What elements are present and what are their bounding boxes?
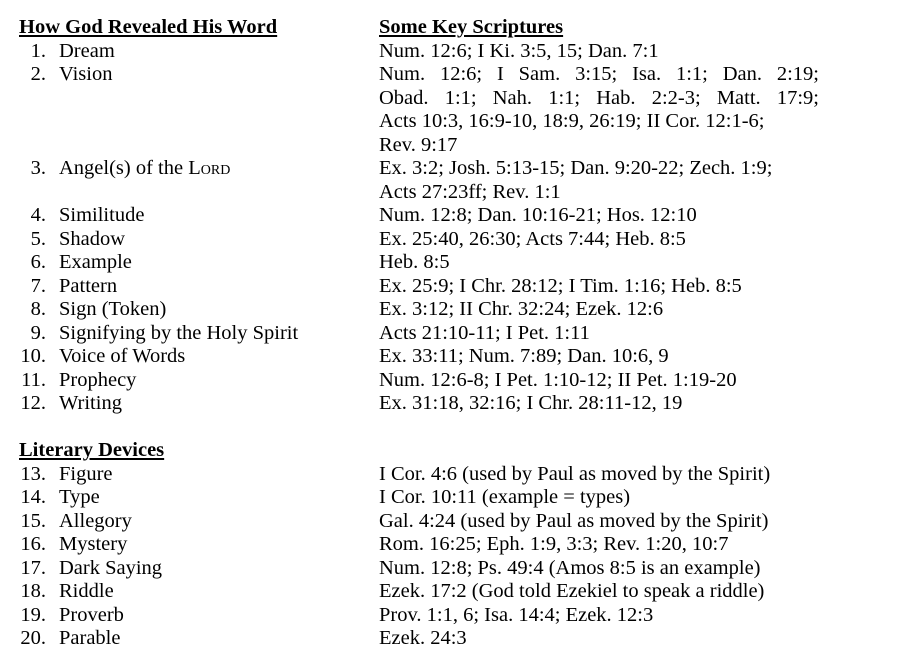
scripture-refs: Prov. 1:1, 6; Isa. 14:4; Ezek. 12:3 xyxy=(379,603,654,626)
scripture-refs: Ex. 25:9; I Chr. 28:12; I Tim. 1:16; Heb. 8:5 xyxy=(379,274,742,297)
scripture-refs: Acts 21:10-11; I Pet. 1:11 xyxy=(379,321,590,344)
item-number: 6. xyxy=(30,251,46,273)
scripture-ref-word: 12:6; xyxy=(439,63,483,85)
scripture-refs: Ex. 3:12; II Chr. 32:24; Ezek. 12:6 xyxy=(379,298,664,320)
list-item xyxy=(0,204,900,228)
list-item xyxy=(0,298,900,322)
scripture-refs-line: Acts 10:3, 16:9-10, 18:9, 26:19; II Cor. 12:1-6; xyxy=(379,110,765,132)
list-item xyxy=(0,392,900,416)
list-item xyxy=(0,533,900,557)
item-name: Writing xyxy=(59,392,122,414)
scripture-refs: Heb. 8:5 xyxy=(379,251,450,273)
left-column-heading: How God Revealed His Word xyxy=(19,16,278,38)
item-name: Angel(s) of the Lord xyxy=(59,157,231,179)
small-caps-text: ord xyxy=(200,157,231,179)
right-column-heading: Some Key Scriptures xyxy=(379,16,564,38)
scripture-refs: Ex. 25:40, 26:30; Acts 7:44; Heb. 8:5 xyxy=(379,227,686,250)
scripture-ref-word: Matt. xyxy=(716,86,761,109)
scripture-refs: Num. 12:6; I Ki. 3:5, 15; Dan. 7:1 xyxy=(379,39,659,62)
item-number: 15. xyxy=(20,509,46,532)
item-number: 12. xyxy=(20,392,46,414)
scripture-refs: Ezek. 24:3 xyxy=(379,627,467,649)
item-name: Vision xyxy=(59,63,113,85)
scripture-ref-word: Hab. xyxy=(596,86,636,109)
item-number: 17. xyxy=(20,556,46,579)
list-item xyxy=(0,486,900,510)
item-name: Mystery xyxy=(59,533,128,555)
scripture-refs-line xyxy=(379,63,819,87)
scripture-ref-word: 17:9; xyxy=(776,86,819,109)
item-number: 1. xyxy=(30,39,46,62)
scripture-refs-line: Acts 27:23ff; Rev. 1:1 xyxy=(379,180,561,203)
scripture-refs: Num. 12:6-8; I Pet. 1:10-12; II Pet. 1:19-20 xyxy=(379,368,737,391)
scripture-refs: Num. 12:8; Dan. 10:16-21; Hos. 12:10 xyxy=(379,204,697,226)
item-name: Signifying by the Holy Spirit xyxy=(59,321,299,344)
scripture-ref-word: 1:1; xyxy=(548,86,581,109)
list-item xyxy=(0,322,900,346)
item-number: 5. xyxy=(30,227,46,250)
item-number: 3. xyxy=(30,157,46,179)
list-item xyxy=(0,40,900,64)
list-item xyxy=(0,604,900,628)
item-number: 7. xyxy=(30,274,46,297)
item-number: 16. xyxy=(20,533,46,555)
scripture-ref-word: Obad. xyxy=(379,86,429,109)
list-item xyxy=(0,251,900,275)
item-number: 2. xyxy=(30,63,46,85)
item-name: Dream xyxy=(59,39,115,62)
item-name: Shadow xyxy=(59,227,126,250)
item-name: Allegory xyxy=(59,509,132,532)
item-number: 9. xyxy=(30,321,46,344)
scripture-refs-line: Rev. 9:17 xyxy=(379,133,458,156)
scripture-refs: Ex. 31:18, 32:16; I Chr. 28:11-12, 19 xyxy=(379,392,683,414)
scripture-refs: Ezek. 17:2 (God told Ezekiel to speak a riddle) xyxy=(379,580,765,602)
list-item xyxy=(0,627,900,651)
item-number: 18. xyxy=(20,580,46,602)
scripture-ref-word: Nah. xyxy=(492,86,533,109)
scripture-ref-word: Dan. xyxy=(722,63,762,85)
scripture-ref-word: 2:19; xyxy=(776,63,819,85)
scripture-refs: Rom. 16:25; Eph. 1:9, 3:3; Rev. 1:20, 10:7 xyxy=(379,533,729,555)
item-name: Similitude xyxy=(59,204,145,226)
item-number: 8. xyxy=(30,298,46,320)
list-item xyxy=(0,345,900,369)
scripture-refs: Num. 12:8; Ps. 49:4 (Amos 8:5 is an example) xyxy=(379,556,761,579)
item-number: 20. xyxy=(20,627,46,649)
item-name: Riddle xyxy=(59,580,114,602)
scripture-refs: Ex. 33:11; Num. 7:89; Dan. 10:6, 9 xyxy=(379,345,669,367)
list-item xyxy=(0,369,900,393)
item-name: Sign (Token) xyxy=(59,298,167,320)
scripture-ref-word: Isa. xyxy=(632,63,662,85)
list-item xyxy=(0,557,900,581)
item-number: 4. xyxy=(30,204,46,226)
item-name: Pattern xyxy=(59,274,118,297)
item-name: Prophecy xyxy=(59,368,137,391)
item-name: Parable xyxy=(59,627,121,649)
scripture-refs: I Cor. 10:11 (example = types) xyxy=(379,486,631,508)
scripture-refs: I Cor. 4:6 (used by Paul as moved by the Spirit) xyxy=(379,462,771,485)
list-item xyxy=(0,463,900,487)
list-item xyxy=(0,275,900,299)
scripture-ref-word: 2:2-3; xyxy=(651,86,701,109)
item-number: 10. xyxy=(20,345,46,367)
literary-devices-heading: Literary Devices xyxy=(19,439,165,461)
list-item xyxy=(0,510,900,534)
list-item xyxy=(0,580,900,604)
item-number: 11. xyxy=(21,368,46,391)
scripture-ref-word: Sam. xyxy=(518,63,561,85)
item-name: Dark Saying xyxy=(59,556,163,579)
item-name: Type xyxy=(59,486,100,508)
item-name: Example xyxy=(59,251,132,273)
scripture-ref-word: 1:1; xyxy=(444,86,477,109)
scripture-ref-word: I xyxy=(496,63,504,85)
item-number: 19. xyxy=(20,603,46,626)
scripture-refs-line xyxy=(379,87,819,111)
scripture-refs-line: Ex. 3:2; Josh. 5:13-15; Dan. 9:20-22; Zech. 1:9; xyxy=(379,157,773,179)
item-name: Voice of Words xyxy=(59,345,186,367)
scripture-ref-word: Num. xyxy=(379,63,426,85)
scripture-ref-word: 3:15; xyxy=(575,63,618,85)
item-number: 14. xyxy=(20,486,46,508)
scripture-ref-word: 1:1; xyxy=(675,63,708,85)
list-item xyxy=(0,228,900,252)
scripture-refs: Gal. 4:24 (used by Paul as moved by the Spirit) xyxy=(379,509,769,532)
item-number: 13. xyxy=(20,462,46,485)
item-name: Proverb xyxy=(59,603,124,626)
item-name: Figure xyxy=(59,462,113,485)
